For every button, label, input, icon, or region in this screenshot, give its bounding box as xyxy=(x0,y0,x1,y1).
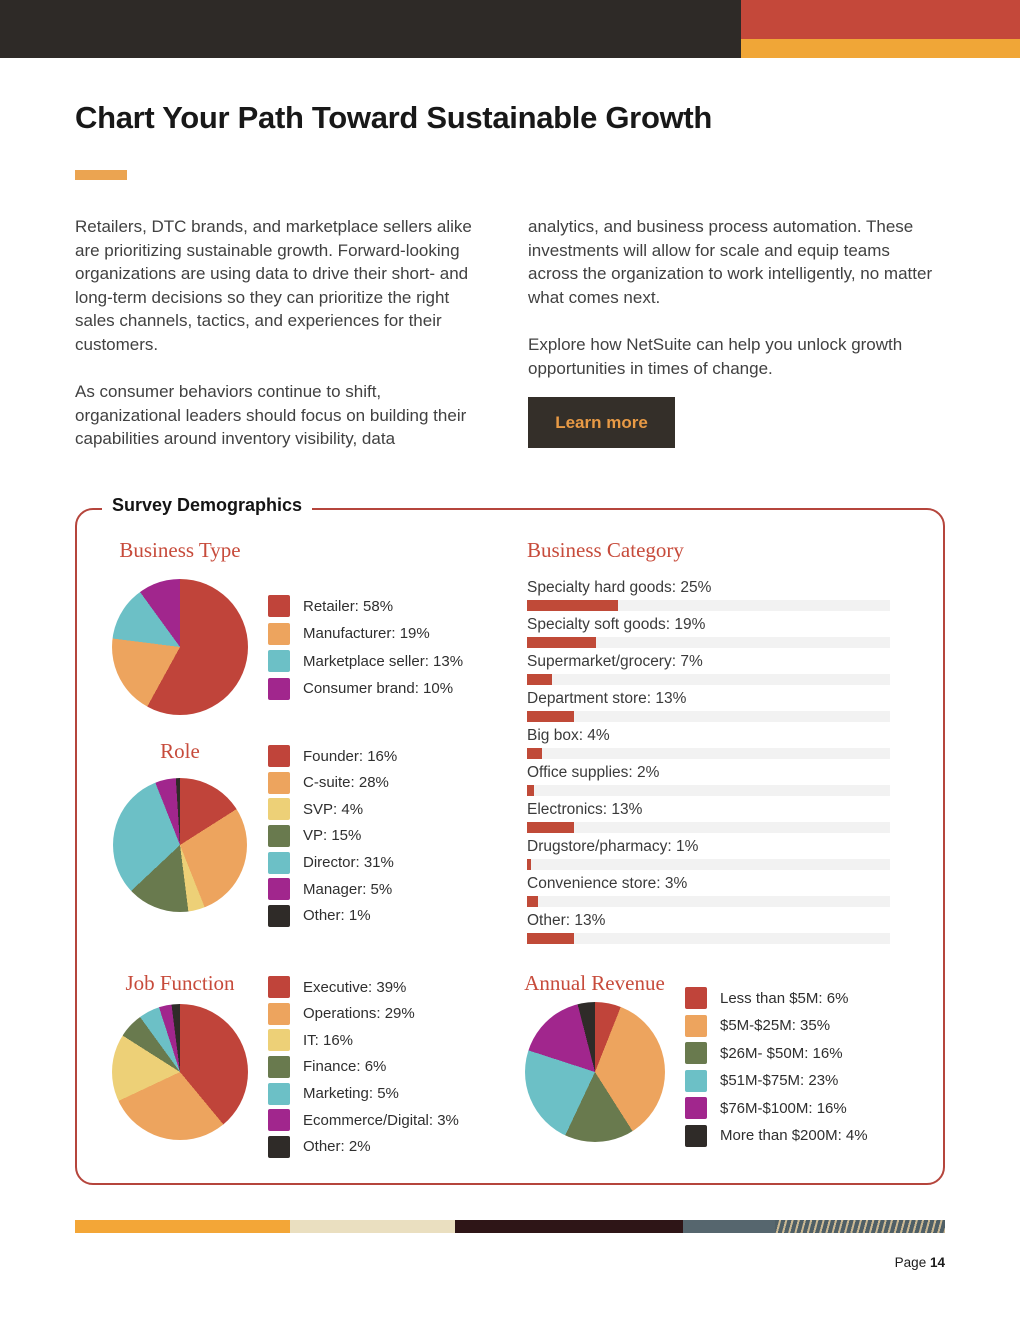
bar-label: Other: 13% xyxy=(527,912,606,929)
chart-title-business-category: Business Category xyxy=(527,538,684,562)
legend-swatch xyxy=(268,745,290,767)
legend-label: Operations: 29% xyxy=(303,1005,415,1023)
bar-track xyxy=(527,933,890,944)
legend-swatch xyxy=(268,772,290,794)
legend-item xyxy=(268,825,397,847)
chart-title-job-function: Job Function xyxy=(125,971,235,995)
legend-item xyxy=(268,745,397,767)
legend-business-type xyxy=(268,595,463,700)
legend-item xyxy=(268,1109,459,1131)
legend-swatch xyxy=(268,825,290,847)
legend-swatch xyxy=(685,1070,707,1092)
page-number-value: 14 xyxy=(929,1255,945,1270)
legend-item xyxy=(685,1015,868,1037)
bar-row xyxy=(527,874,890,907)
footer-decorative-strip xyxy=(75,1220,945,1233)
pie-chart-role xyxy=(113,778,247,912)
bar-row xyxy=(527,578,890,611)
legend-swatch xyxy=(268,1003,290,1025)
page-title: Chart Your Path Toward Sustainable Growth xyxy=(75,100,713,135)
legend-item xyxy=(685,987,868,1009)
chart-title-business-type: Business Type xyxy=(119,538,241,562)
bar-fill xyxy=(527,785,534,796)
legend-label: Less than $5M: 6% xyxy=(720,989,849,1007)
legend-label: IT: 16% xyxy=(303,1031,354,1049)
legend-item xyxy=(685,1042,868,1064)
legend-swatch xyxy=(268,852,290,874)
legend-label: Retailer: 58% xyxy=(303,597,394,615)
page-number xyxy=(790,1255,945,1270)
legend-role xyxy=(268,745,397,927)
bar-fill xyxy=(527,637,596,648)
legend-label: Executive: 39% xyxy=(303,978,407,996)
legend-swatch xyxy=(685,1042,707,1064)
bar-track xyxy=(527,896,890,907)
legend-item xyxy=(268,878,397,900)
bar-track xyxy=(527,859,890,870)
legend-item xyxy=(268,905,397,927)
intro-paragraph: Retailers, DTC brands, and marketplace sellers alike are prioritizing sustainable growth. Forward-looking organizations are using data to drive their short- and long-term decisions so they can prioritize the right sales channels, tactics, and experiences for their customers. xyxy=(75,217,472,354)
bar-row xyxy=(527,615,890,648)
legend-label: SVP: 4% xyxy=(303,800,364,818)
footer-segment-pattern xyxy=(775,1220,945,1233)
legend-label: $51M-$75M: 23% xyxy=(720,1072,839,1090)
legend-item xyxy=(268,852,397,874)
footer-segment-slate xyxy=(683,1220,775,1233)
legend-item xyxy=(685,1125,868,1147)
footer-segment-cream xyxy=(290,1220,455,1233)
legend-item xyxy=(685,1097,868,1119)
bar-fill xyxy=(527,600,618,611)
bar-label: Department store: 13% xyxy=(527,690,687,707)
bar-track xyxy=(527,637,890,648)
intro-left-column xyxy=(75,215,490,475)
bar-label: Specialty hard goods: 25% xyxy=(527,579,712,596)
bar-row xyxy=(527,837,890,870)
legend-label: More than $200M: 4% xyxy=(720,1127,868,1145)
legend-item xyxy=(268,1083,459,1105)
legend-swatch xyxy=(685,1015,707,1037)
legend-swatch xyxy=(268,878,290,900)
legend-swatch xyxy=(685,987,707,1009)
pie-chart-job-function xyxy=(112,1004,248,1140)
legend-label: Manager: 5% xyxy=(303,880,393,898)
legend-item xyxy=(268,650,463,672)
legend-swatch xyxy=(268,976,290,998)
legend-label: Other: 1% xyxy=(303,907,371,925)
legend-swatch xyxy=(685,1097,707,1119)
legend-swatch xyxy=(268,1109,290,1131)
bar-row xyxy=(527,652,890,685)
pie-chart-annual-revenue xyxy=(525,1002,665,1142)
footer-segment-orange xyxy=(75,1220,290,1233)
bar-label: Supermarket/grocery: 7% xyxy=(527,653,703,670)
bar-track xyxy=(527,785,890,796)
legend-swatch xyxy=(268,1056,290,1078)
bar-label: Drugstore/pharmacy: 1% xyxy=(527,838,699,855)
legend-swatch xyxy=(268,798,290,820)
legend-annual-revenue xyxy=(685,987,868,1147)
legend-item xyxy=(268,798,397,820)
bar-fill xyxy=(527,674,552,685)
bar-fill xyxy=(527,748,542,759)
bar-label: Convenience store: 3% xyxy=(527,875,688,892)
legend-swatch xyxy=(268,1029,290,1051)
page-number-label: Page xyxy=(894,1255,927,1270)
intro-paragraph: Explore how NetSuite can help you unlock growth opportunities in times of change. xyxy=(528,335,903,378)
legend-item xyxy=(268,1029,459,1051)
bar-chart-business-category xyxy=(527,578,890,948)
bar-track xyxy=(527,674,890,685)
legend-label: Director: 31% xyxy=(303,854,394,872)
legend-swatch xyxy=(268,1136,290,1158)
legend-label: $26M- $50M: 16% xyxy=(720,1044,843,1062)
bar-fill xyxy=(527,933,574,944)
intro-paragraph: analytics, and business process automation. These investments will allow for scale and equip teams across the organization to work intelligently, no matter what comes next. xyxy=(528,217,933,307)
legend-label: Finance: 6% xyxy=(303,1058,387,1076)
learn-more-button[interactable]: Learn more xyxy=(528,397,675,448)
bar-row xyxy=(527,800,890,833)
legend-label: Other: 2% xyxy=(303,1138,371,1156)
legend-label: Marketing: 5% xyxy=(303,1085,399,1103)
legend-item xyxy=(268,976,459,998)
legend-swatch xyxy=(685,1125,707,1147)
legend-item xyxy=(268,1056,459,1078)
chart-title-role: Role xyxy=(160,739,200,763)
bar-track xyxy=(527,711,890,722)
bar-label: Big box: 4% xyxy=(527,727,610,744)
legend-label: Ecommerce/Digital: 3% xyxy=(303,1111,459,1129)
bar-label: Specialty soft goods: 19% xyxy=(527,616,706,633)
legend-swatch xyxy=(268,1083,290,1105)
bar-row xyxy=(527,726,890,759)
header-accent-orange xyxy=(741,39,1020,58)
legend-swatch xyxy=(268,623,290,645)
legend-label: Consumer brand: 10% xyxy=(303,680,454,698)
legend-item xyxy=(268,623,463,645)
bar-track xyxy=(527,748,890,759)
bar-fill xyxy=(527,896,538,907)
legend-swatch xyxy=(268,905,290,927)
pie-chart-business-type xyxy=(112,579,248,715)
legend-label: C-suite: 28% xyxy=(303,774,389,792)
title-accent-dash xyxy=(75,170,127,180)
bar-row xyxy=(527,911,890,944)
bar-fill xyxy=(527,711,574,722)
legend-label: Marketplace seller: 13% xyxy=(303,652,464,670)
legend-item xyxy=(268,772,397,794)
chart-title-annual-revenue: Annual Revenue xyxy=(524,971,665,995)
legend-swatch xyxy=(268,595,290,617)
bar-label: Office supplies: 2% xyxy=(527,764,660,781)
panel-label: Survey Demographics xyxy=(102,495,312,516)
legend-item xyxy=(268,1003,459,1025)
legend-label: Founder: 16% xyxy=(303,747,398,765)
bar-track xyxy=(527,822,890,833)
footer-segment-maroon xyxy=(455,1220,683,1233)
intro-paragraph: As consumer behaviors continue to shift, organizational leaders should focus on building their capabilities around inventory visibility, data xyxy=(75,382,467,448)
bar-track xyxy=(527,600,890,611)
legend-label: Manufacturer: 19% xyxy=(303,625,430,643)
legend-item xyxy=(268,678,463,700)
legend-label: $5M-$25M: 35% xyxy=(720,1017,831,1035)
legend-item xyxy=(268,1136,459,1158)
bar-fill xyxy=(527,822,574,833)
bar-row xyxy=(527,689,890,722)
intro-right-column xyxy=(528,215,933,404)
bar-row xyxy=(527,763,890,796)
bar-fill xyxy=(527,859,531,870)
legend-swatch xyxy=(268,678,290,700)
legend-item xyxy=(268,595,463,617)
bar-label: Electronics: 13% xyxy=(527,801,643,818)
legend-label: VP: 15% xyxy=(303,827,362,845)
legend-item xyxy=(685,1070,868,1092)
header-accent-red xyxy=(741,0,1020,39)
legend-label: $76M-$100M: 16% xyxy=(720,1099,847,1117)
legend-swatch xyxy=(268,650,290,672)
legend-job-function xyxy=(268,976,459,1158)
